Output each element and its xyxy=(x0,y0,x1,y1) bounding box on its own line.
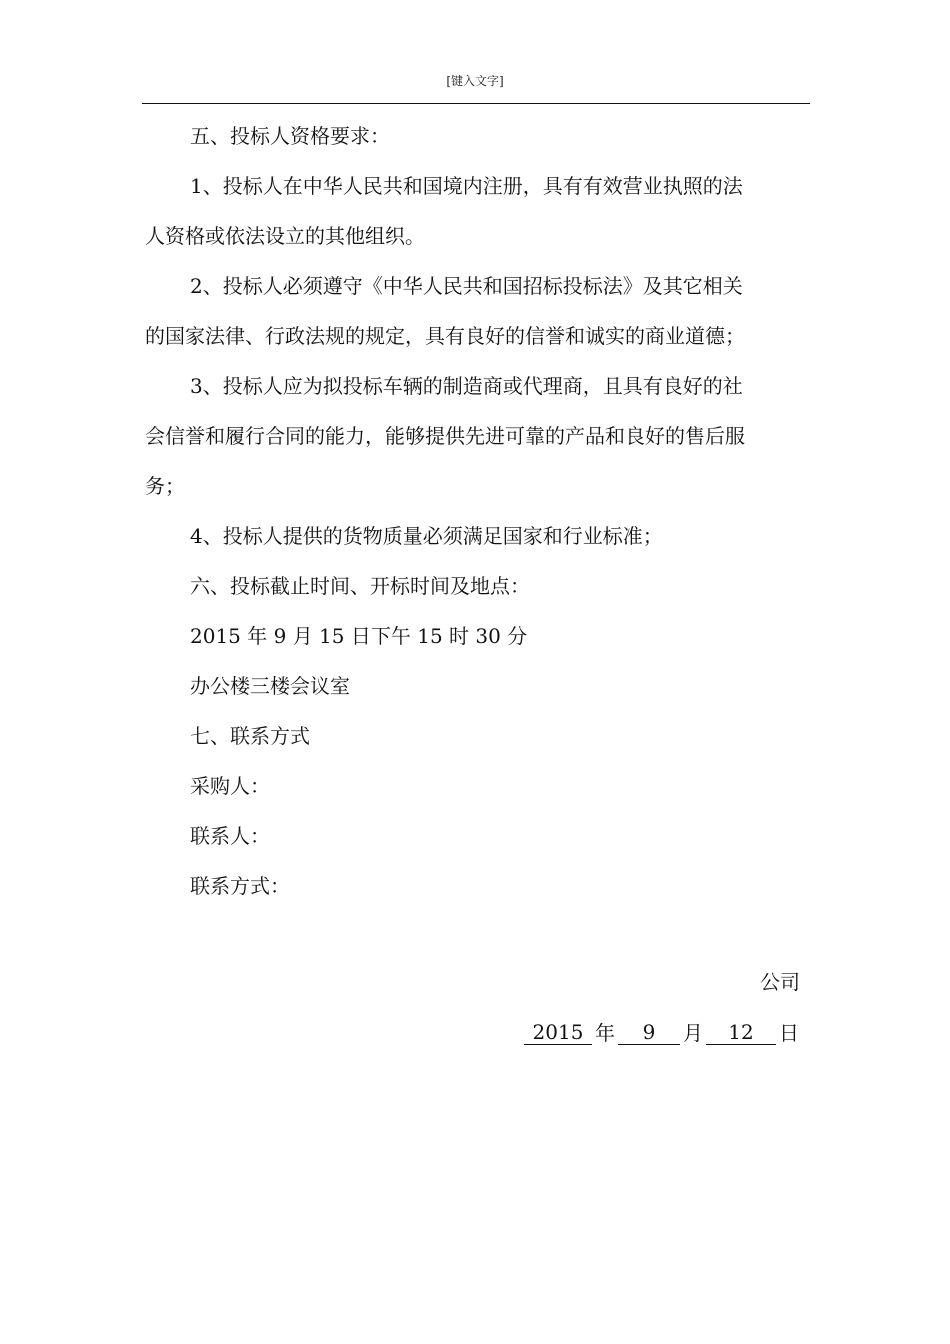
section-5-title: 五、投标人资格要求： xyxy=(190,124,390,148)
date-month: 9 xyxy=(618,1020,680,1045)
purchaser-label: 采购人： xyxy=(190,774,270,798)
item-4-line-1: 4、投标人提供的货物质量必须满足国家和行业标准； xyxy=(190,524,663,548)
location-text: 办公楼三楼会议室 xyxy=(190,674,350,698)
item-2-line-1: 2、投标人必须遵守《中华人民共和国招标投标法》及其它相关 xyxy=(190,274,743,298)
item-3-line-2: 会信誉和履行合同的能力，能够提供先进可靠的产品和良好的售后服 xyxy=(145,424,745,448)
month-label: 月 xyxy=(683,1021,703,1045)
section-7-title: 七、联系方式 xyxy=(190,724,310,748)
year-label: 年 xyxy=(595,1021,615,1045)
contact-person-label: 联系人： xyxy=(190,824,270,848)
contact-method-label: 联系方式： xyxy=(190,874,290,898)
page-header: [键入文字] xyxy=(446,74,504,88)
deadline-text: 2015 年 9 月 15 日下午 15 时 30 分 xyxy=(190,624,528,648)
day-label: 日 xyxy=(779,1021,799,1045)
date-day: 12 xyxy=(706,1020,776,1045)
header-divider xyxy=(142,103,810,104)
item-1-line-1: 1、投标人在中华人民共和国境内注册，具有有效营业执照的法 xyxy=(190,174,743,198)
signature-date xyxy=(524,1020,802,1045)
company-signature: 公司 xyxy=(760,970,800,994)
item-3-line-1: 3、投标人应为拟投标车辆的制造商或代理商，且具有良好的社 xyxy=(190,374,743,398)
item-2-line-2: 的国家法律、行政法规的规定，具有良好的信誉和诚实的商业道德； xyxy=(145,324,745,348)
date-year: 2015 xyxy=(524,1020,592,1045)
section-6-title: 六、投标截止时间、开标时间及地点： xyxy=(190,574,530,598)
item-1-line-2: 人资格或依法设立的其他组织。 xyxy=(145,224,425,248)
item-3-line-3: 务； xyxy=(145,474,185,498)
